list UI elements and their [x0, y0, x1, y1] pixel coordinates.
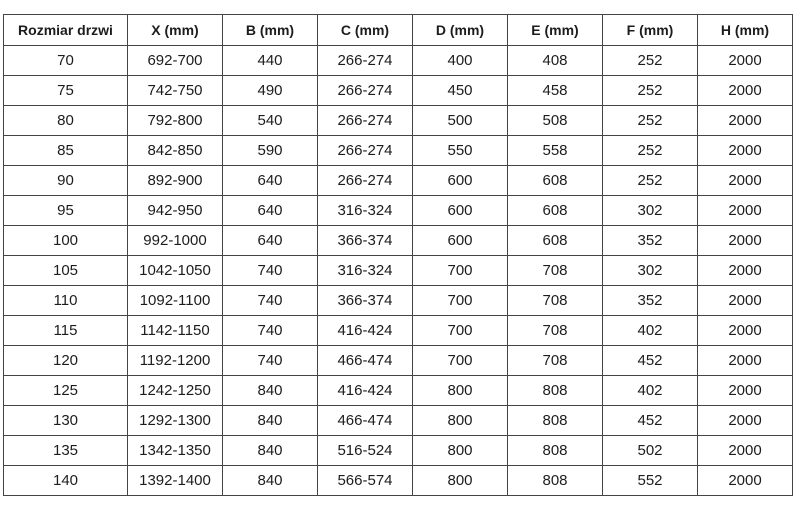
table-cell: 942-950 — [128, 196, 223, 226]
table-cell: 840 — [223, 406, 318, 436]
table-cell: 600 — [413, 166, 508, 196]
table-cell: 708 — [508, 346, 603, 376]
table-cell: 640 — [223, 166, 318, 196]
table-cell: 2000 — [698, 256, 793, 286]
table-cell: 600 — [413, 196, 508, 226]
table-cell: 75 — [4, 76, 128, 106]
table-cell: 316-324 — [318, 196, 413, 226]
table-cell: 500 — [413, 106, 508, 136]
table-cell: 252 — [603, 46, 698, 76]
table-cell: 115 — [4, 316, 128, 346]
table-cell: 2000 — [698, 406, 793, 436]
table-header-row — [4, 15, 793, 46]
table-row — [4, 406, 793, 436]
table-cell: 95 — [4, 196, 128, 226]
table-cell: 550 — [413, 136, 508, 166]
table-cell: 90 — [4, 166, 128, 196]
table-cell: 1242-1250 — [128, 376, 223, 406]
table-cell: 800 — [413, 406, 508, 436]
table-cell: 792-800 — [128, 106, 223, 136]
table-row — [4, 226, 793, 256]
table-cell: 125 — [4, 376, 128, 406]
table-cell: 808 — [508, 406, 603, 436]
table-cell: 1392-1400 — [128, 466, 223, 496]
table-cell: 2000 — [698, 466, 793, 496]
table-cell: 110 — [4, 286, 128, 316]
table-row — [4, 436, 793, 466]
table-cell: 552 — [603, 466, 698, 496]
table-cell: 640 — [223, 196, 318, 226]
table-cell: 2000 — [698, 346, 793, 376]
table-cell: 352 — [603, 226, 698, 256]
table-cell: 366-374 — [318, 226, 413, 256]
table-cell: 692-700 — [128, 46, 223, 76]
table-cell: 2000 — [698, 136, 793, 166]
column-header-3: C (mm) — [318, 15, 413, 46]
table-body — [4, 46, 793, 496]
table-cell: 466-474 — [318, 406, 413, 436]
table-cell: 808 — [508, 436, 603, 466]
table-cell: 252 — [603, 76, 698, 106]
table-cell: 1292-1300 — [128, 406, 223, 436]
table-cell: 502 — [603, 436, 698, 466]
table-cell: 2000 — [698, 316, 793, 346]
table-cell: 2000 — [698, 76, 793, 106]
table-head — [4, 15, 793, 46]
table-cell: 842-850 — [128, 136, 223, 166]
table-cell: 2000 — [698, 46, 793, 76]
column-header-0: Rozmiar drzwi — [4, 15, 128, 46]
table-cell: 508 — [508, 106, 603, 136]
table-cell: 566-574 — [318, 466, 413, 496]
table-cell: 516-524 — [318, 436, 413, 466]
column-header-1: X (mm) — [128, 15, 223, 46]
table-cell: 608 — [508, 226, 603, 256]
table-cell: 135 — [4, 436, 128, 466]
table-cell: 400 — [413, 46, 508, 76]
table-row — [4, 46, 793, 76]
column-header-5: E (mm) — [508, 15, 603, 46]
table-cell: 302 — [603, 256, 698, 286]
table-cell: 2000 — [698, 166, 793, 196]
table-cell: 590 — [223, 136, 318, 166]
table-row — [4, 376, 793, 406]
table-row — [4, 136, 793, 166]
column-header-4: D (mm) — [413, 15, 508, 46]
table-cell: 266-274 — [318, 46, 413, 76]
table-cell: 558 — [508, 136, 603, 166]
table-cell: 700 — [413, 316, 508, 346]
table-row — [4, 346, 793, 376]
table-cell: 2000 — [698, 286, 793, 316]
table-cell: 1192-1200 — [128, 346, 223, 376]
table-cell: 708 — [508, 286, 603, 316]
table-cell: 740 — [223, 256, 318, 286]
table-cell: 840 — [223, 376, 318, 406]
table-cell: 458 — [508, 76, 603, 106]
table-cell: 416-424 — [318, 316, 413, 346]
table-cell: 2000 — [698, 226, 793, 256]
table-cell: 600 — [413, 226, 508, 256]
column-header-6: F (mm) — [603, 15, 698, 46]
table-cell: 266-274 — [318, 76, 413, 106]
table-row — [4, 106, 793, 136]
table-row — [4, 286, 793, 316]
table-cell: 70 — [4, 46, 128, 76]
table-cell: 402 — [603, 316, 698, 346]
table-cell: 608 — [508, 196, 603, 226]
table-cell: 266-274 — [318, 166, 413, 196]
table-cell: 366-374 — [318, 286, 413, 316]
table-cell: 85 — [4, 136, 128, 166]
table-cell: 440 — [223, 46, 318, 76]
table-cell: 452 — [603, 346, 698, 376]
table-row — [4, 316, 793, 346]
table-cell: 800 — [413, 376, 508, 406]
table-cell: 1042-1050 — [128, 256, 223, 286]
table-cell: 808 — [508, 466, 603, 496]
table-cell: 740 — [223, 286, 318, 316]
table-cell: 416-424 — [318, 376, 413, 406]
table-cell: 408 — [508, 46, 603, 76]
table-row — [4, 256, 793, 286]
table-cell: 540 — [223, 106, 318, 136]
table-cell: 608 — [508, 166, 603, 196]
table-row — [4, 76, 793, 106]
table-cell: 700 — [413, 286, 508, 316]
table-cell: 2000 — [698, 196, 793, 226]
table-cell: 466-474 — [318, 346, 413, 376]
table-cell: 800 — [413, 436, 508, 466]
table-row — [4, 196, 793, 226]
table-cell: 1142-1150 — [128, 316, 223, 346]
table-row — [4, 166, 793, 196]
table-cell: 252 — [603, 166, 698, 196]
table-cell: 808 — [508, 376, 603, 406]
table-cell: 105 — [4, 256, 128, 286]
table-cell: 992-1000 — [128, 226, 223, 256]
table-cell: 140 — [4, 466, 128, 496]
table-cell: 80 — [4, 106, 128, 136]
table-cell: 800 — [413, 466, 508, 496]
table-cell: 266-274 — [318, 136, 413, 166]
table-cell: 2000 — [698, 436, 793, 466]
table-cell: 130 — [4, 406, 128, 436]
table-cell: 352 — [603, 286, 698, 316]
table-cell: 840 — [223, 436, 318, 466]
table-cell: 640 — [223, 226, 318, 256]
column-header-7: H (mm) — [698, 15, 793, 46]
column-header-2: B (mm) — [223, 15, 318, 46]
table-cell: 700 — [413, 256, 508, 286]
table-cell: 490 — [223, 76, 318, 106]
table-cell: 840 — [223, 466, 318, 496]
table-cell: 100 — [4, 226, 128, 256]
table-cell: 402 — [603, 376, 698, 406]
table-cell: 452 — [603, 406, 698, 436]
table-cell: 316-324 — [318, 256, 413, 286]
table-cell: 740 — [223, 346, 318, 376]
table-cell: 742-750 — [128, 76, 223, 106]
table-cell: 892-900 — [128, 166, 223, 196]
table-cell: 708 — [508, 256, 603, 286]
table-cell: 740 — [223, 316, 318, 346]
table-cell: 2000 — [698, 106, 793, 136]
table-row — [4, 466, 793, 496]
table-cell: 252 — [603, 106, 698, 136]
table-cell: 1342-1350 — [128, 436, 223, 466]
door-size-table — [3, 14, 793, 496]
table-cell: 266-274 — [318, 106, 413, 136]
table-cell: 450 — [413, 76, 508, 106]
table-cell: 302 — [603, 196, 698, 226]
table-cell: 2000 — [698, 376, 793, 406]
table-cell: 1092-1100 — [128, 286, 223, 316]
table-cell: 708 — [508, 316, 603, 346]
table-cell: 700 — [413, 346, 508, 376]
table-cell: 120 — [4, 346, 128, 376]
table-cell: 252 — [603, 136, 698, 166]
